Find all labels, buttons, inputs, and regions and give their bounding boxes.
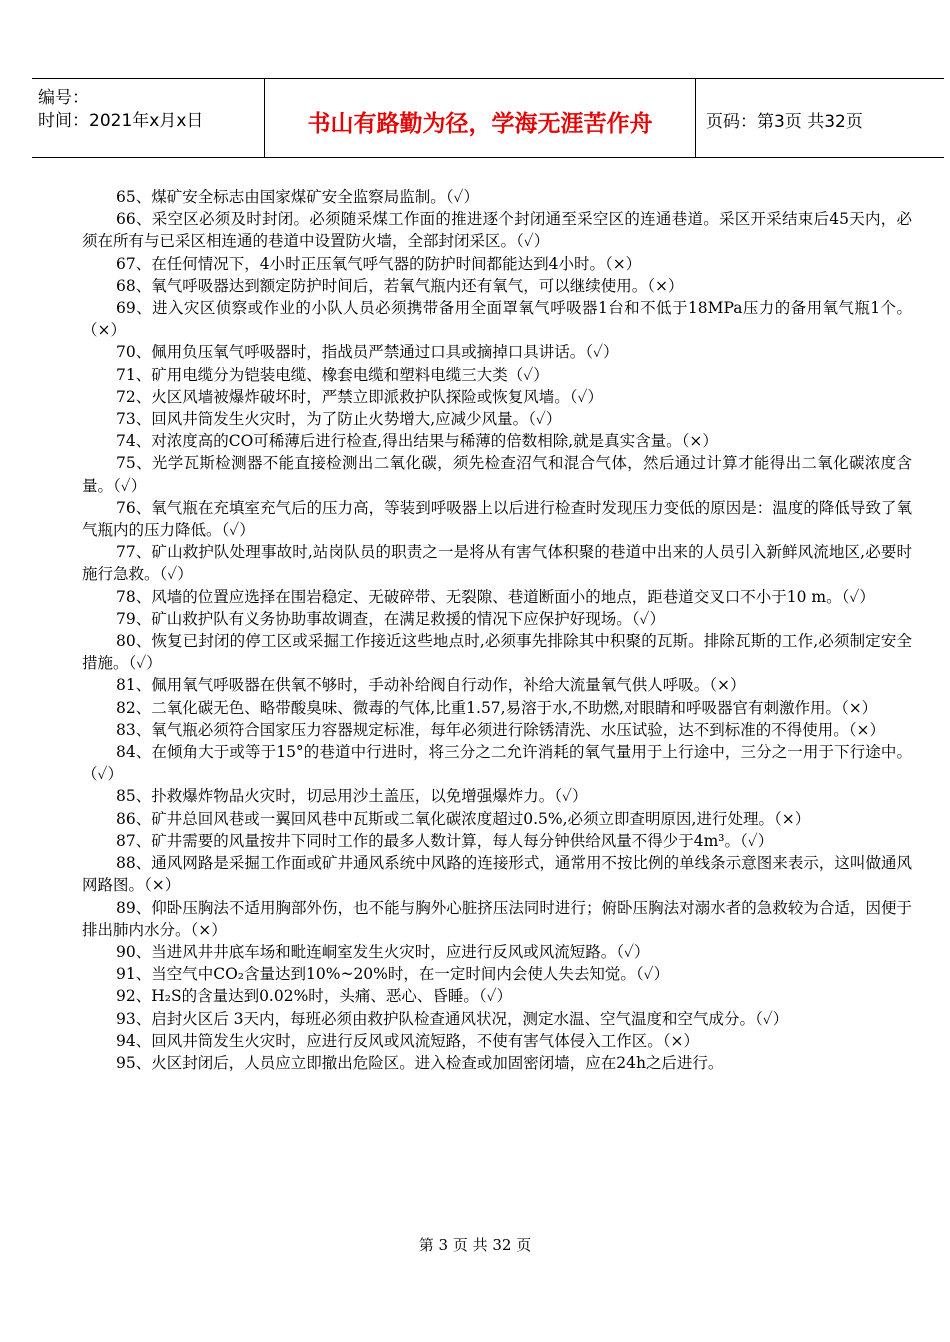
page-footer: 第 3 页 共 32 页 bbox=[418, 1236, 532, 1254]
document-time-label: 时间：2021年x月x日 bbox=[38, 111, 204, 131]
question-item: 65、煤矿安全标志由国家煤矿安全监察局监制。（✓） bbox=[116, 188, 479, 206]
page-header bbox=[32, 78, 944, 158]
question-item: 73、回风井筒发生火灾时，为了防止火势增大,应减少风量。（✓） bbox=[116, 410, 562, 429]
question-item: 94、回风井筒发生火灾时，应进行反风或风流短路，不使有害气体侵入工作区。（×） bbox=[116, 1031, 699, 1050]
question-item: 78、风墙的位置应选择在围岩稳定、无破碎带、无裂隙、巷道断面小的地点，距巷道交叉口不小于10 m。（✓） bbox=[116, 587, 875, 606]
question-item: 76、氧气瓶在充填室充气后的压力高，等装到呼吸器上以后进行检查时发现压力变低的原因是：温度的降低导致了氧气瓶内的压力降低。（✓） bbox=[82, 498, 912, 540]
header-motto-cell bbox=[265, 79, 696, 157]
question-item: 83、氧气瓶必须符合国家压力容器规定标准，每年必须进行除锈清洗、水压试验，达不到标准的不得使用。（×） bbox=[116, 720, 885, 739]
question-item: 81、佩用氧气呼吸器在供氧不够时，手动补给阀自行动作，补给大流量氧气供人呼吸。（×） bbox=[116, 676, 746, 695]
question-item: 66、采空区必须及时封闭。必须随采煤工作面的推进逐个封闭通至采空区的连通巷道。采区开采结束后45天内，必须在所有与已采区相连通的巷道中设置防火墙，全部封闭采区。（✓） bbox=[82, 210, 912, 251]
motto-text: 书山有路勤为径，学海无涯苦作舟 bbox=[307, 111, 653, 137]
question-item: 71、矿用电缆分为铠装电缆、橡套电缆和塑料电缆三大类（✓） bbox=[116, 365, 549, 384]
question-item: 70、佩用负压氧气呼吸器时，指战员严禁通过口具或摘掉口具讲话。（✓） bbox=[116, 343, 619, 362]
question-item: 90、当进风井井底车场和毗连峒室发生火灾时，应进行反风或风流短路。（✓） bbox=[116, 942, 650, 961]
question-item: 95、火区封闭后，人员应立即撤出危险区。进入检查或加固密闭墙，应在24h之后进行。 bbox=[116, 1053, 724, 1072]
question-item: 87、矿井需要的风量按井下同时工作的最多人数计算，每人每分钟供给风量不得少于4m³。（✓） bbox=[116, 831, 774, 850]
header-info-cell bbox=[32, 79, 265, 157]
question-item: 84、在倾角大于或等于15°的巷道中行进时，将三分之二允许消耗的氧气量用于上行途中，三分之一用于下行途中。（✓） bbox=[82, 743, 912, 784]
question-item: 75、光学瓦斯检测器不能直接检测出二氧化碳，须先检查沼气和混合气体，然后通过计算才能得出二氧化碳浓度含量。（✓） bbox=[82, 454, 912, 495]
question-item: 93、启封火区后 3天内，每班必须由救护队检查通风状况，测定水温、空气温度和空气成分。（✓） bbox=[116, 1009, 789, 1028]
question-item: 77、矿山救护队处理事故时,站岗队员的职责之一是将从有害气体积聚的巷道中出来的人员引入新鲜风流地区,必要时施行急救。（✓） bbox=[82, 543, 912, 584]
question-item: 92、H₂S的含量达到0.02%时，头痛、恶心、昏睡。（✓） bbox=[116, 987, 513, 1006]
question-item: 89、仰卧压胸法不适用胸部外伤，也不能与胸外心脏挤压法同时进行；俯卧压胸法对溺水者的急救较为合适，因便于排出肺内水分。（×） bbox=[82, 898, 912, 939]
document-number-label: 编号： bbox=[38, 88, 89, 108]
question-item: 67、在任何情况下，4小时正压氧气呼气器的防护时间都能达到4小时。（×） bbox=[116, 254, 642, 273]
question-item: 79、矿山救护队有义务协助事故调查，在满足救援的情况下应保护好现场。（✓） bbox=[116, 609, 665, 628]
question-item: 91、当空气中CO₂含量达到10%~20%时，在一定时间内会使人失去知觉。（✓） bbox=[116, 965, 670, 984]
question-item: 69、进入灾区侦察或作业的小队人员必须携带备用全面罩氧气呼吸器1台和不低于18MPa压力的备用氧气瓶1个。（×） bbox=[82, 299, 912, 340]
question-list bbox=[82, 186, 912, 1074]
question-item: 72、火区风墙被爆炸破坏时，严禁立即派救护队探险或恢复风墙。（✓） bbox=[116, 387, 603, 406]
question-item: 82、二氧化碳无色、略带酸臭味、微毒的气体,比重1.57,易溶于水,不助燃,对眼睛和呼吸器官有刺激作用。（×） bbox=[116, 698, 878, 717]
header-page-cell bbox=[696, 79, 944, 157]
question-item: 88、通风网路是采掘工作面或矿井通风系统中风路的连接形式，通常用不按比例的单线条示意图来表示，这叫做通风网路图。（×） bbox=[82, 854, 912, 895]
header-page-info: 页码：第3页 共32页 bbox=[706, 112, 863, 132]
question-item: 74、对浓度高的CO可稀薄后进行检查,得出结果与稀薄的倍数相除,就是真实含量。（×） bbox=[116, 432, 718, 451]
question-item: 86、矿井总回风巷或一翼回风巷中瓦斯或二氧化碳浓度超过0.5%,必须立即查明原因,进行处理。（×） bbox=[116, 809, 811, 828]
question-item: 68、氧气呼吸器达到额定防护时间后，若氧气瓶内还有氧气，可以继续使用。（×） bbox=[116, 276, 684, 295]
question-item: 80、恢复已封闭的停工区或采掘工作接近这些地点时,必须事先排除其中积聚的瓦斯。排除瓦斯的工作,必须制定安全措施。（✓） bbox=[82, 632, 912, 673]
question-item: 85、扑救爆炸物品火灾时，切忌用沙土盖压，以免增强爆炸力。（✓） bbox=[116, 787, 588, 806]
